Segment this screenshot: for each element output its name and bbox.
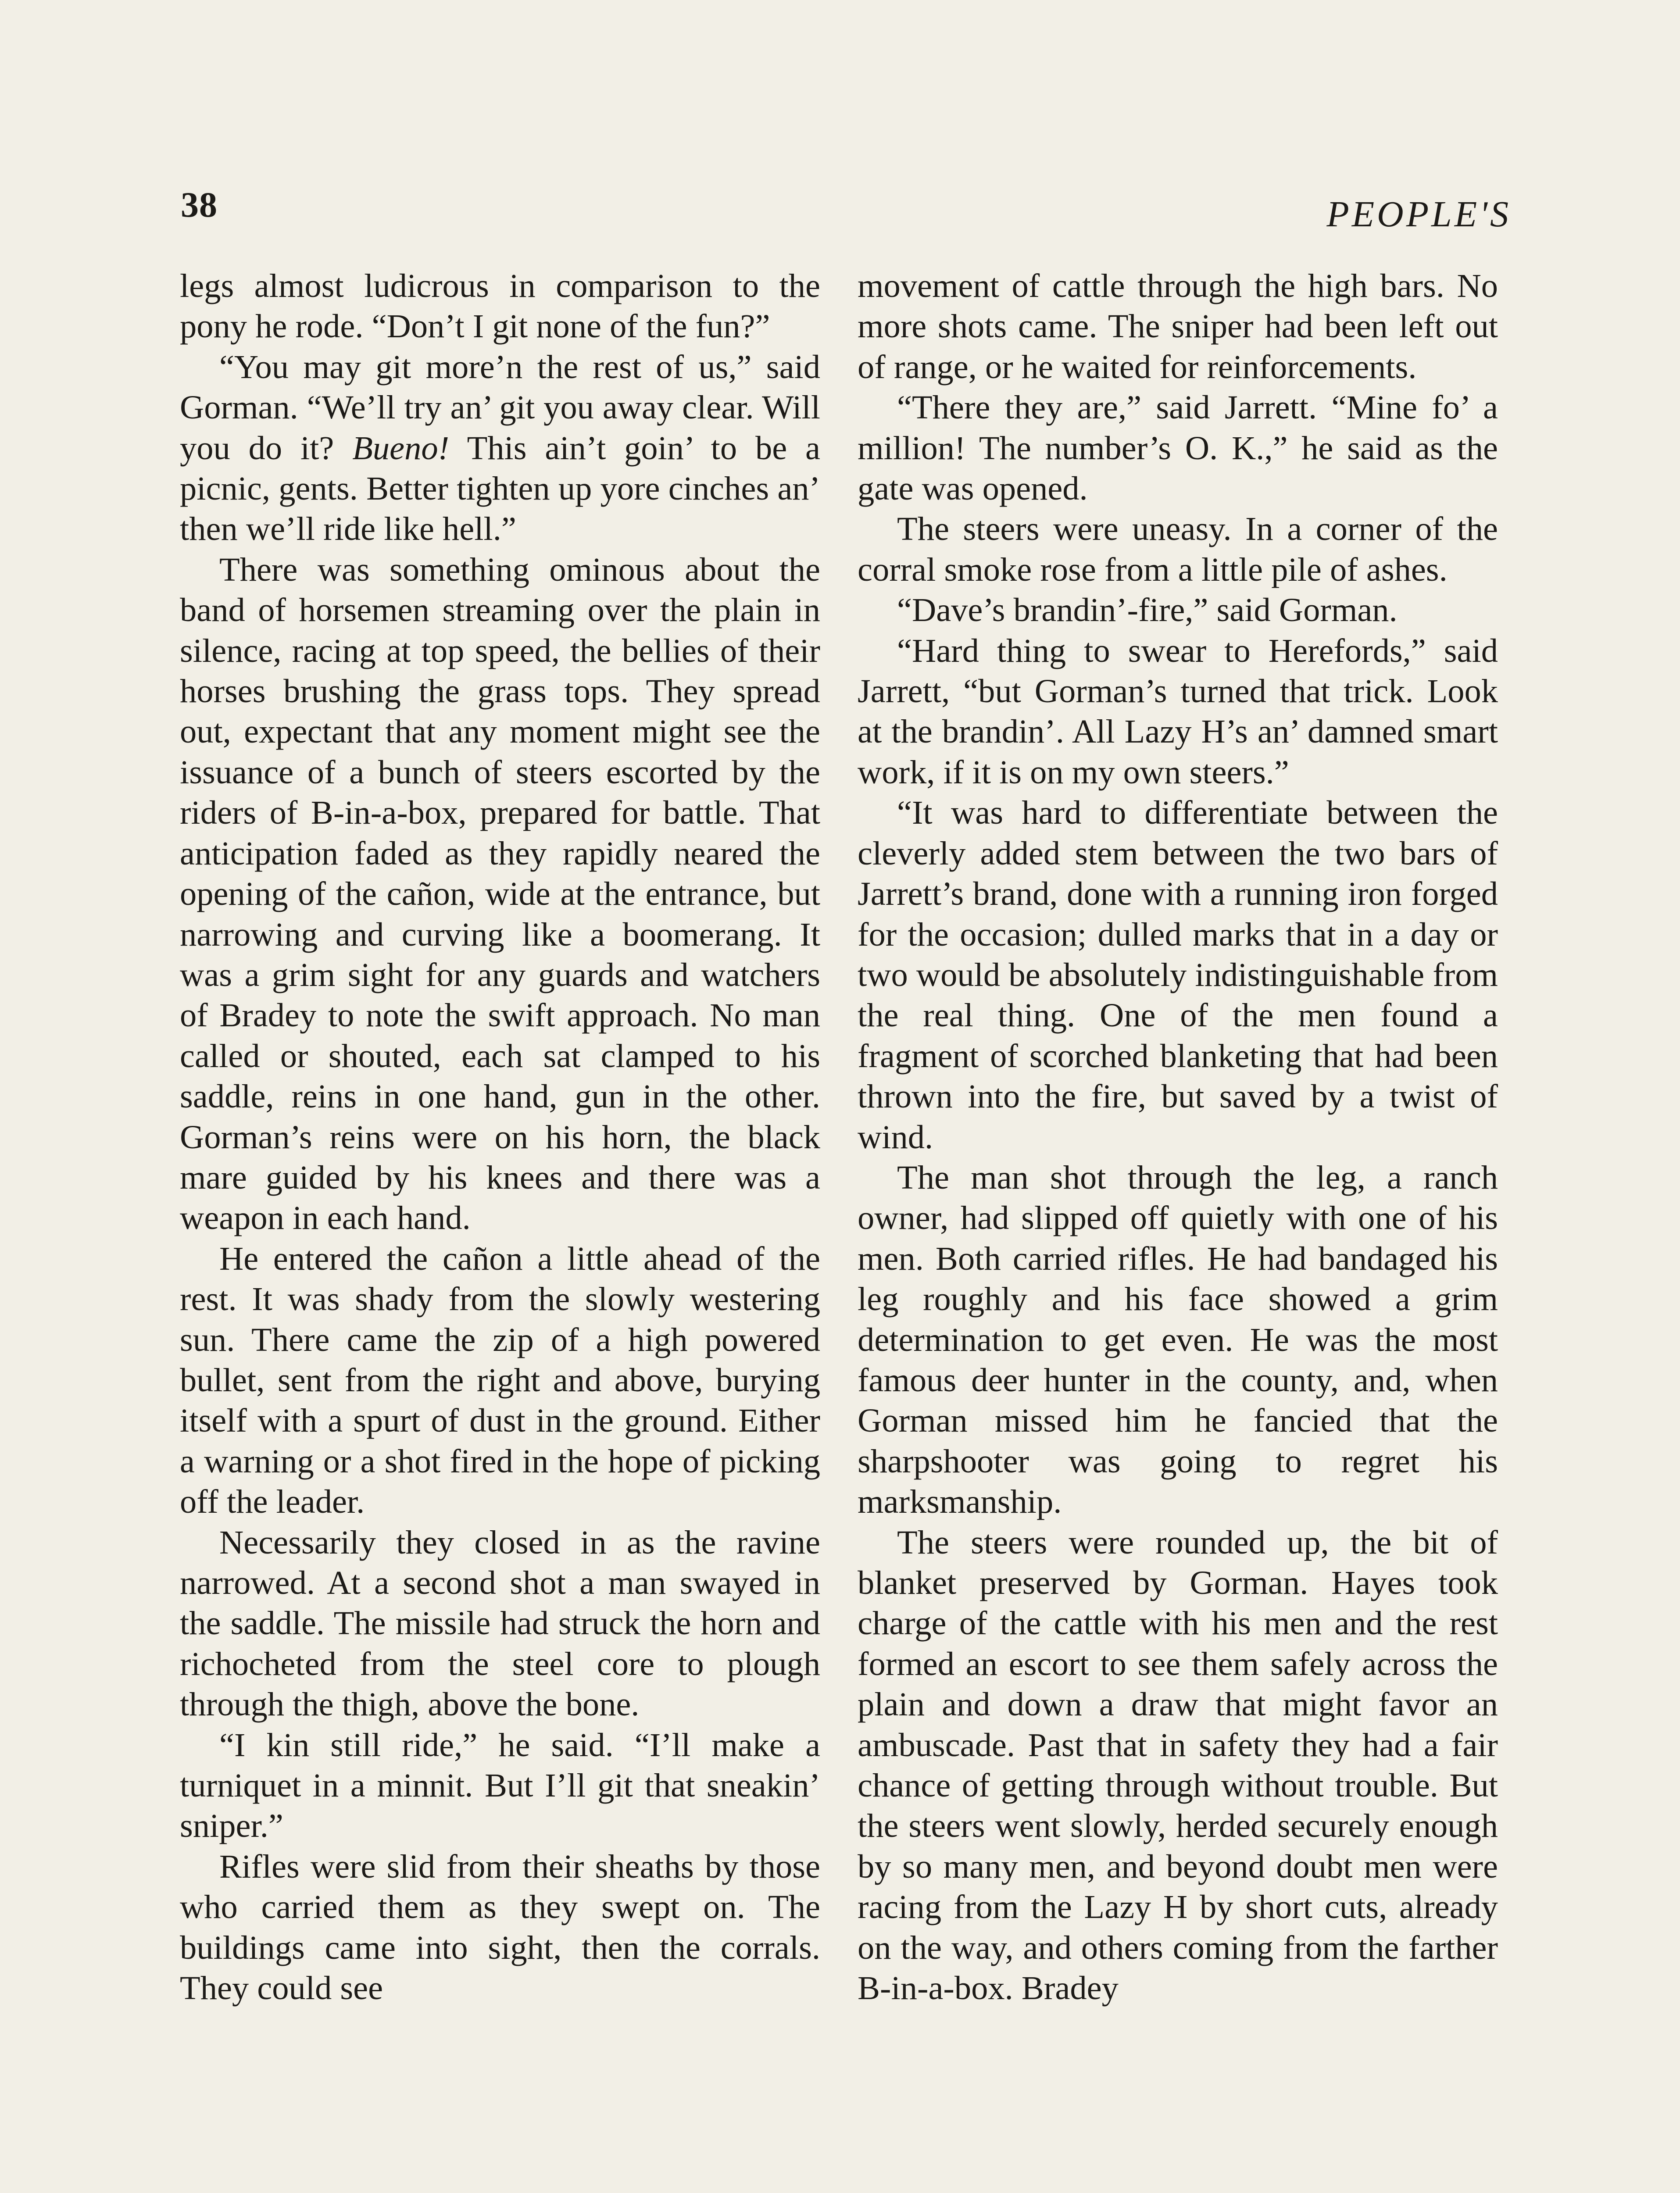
paragraph xyxy=(858,266,1498,387)
paragraph-text: movement of cattle through the high bars. No more shots came. The sniper had been left out of range, or he waited for reinforcements. xyxy=(858,267,1498,386)
paragraph xyxy=(858,631,1498,793)
paragraph xyxy=(180,1847,820,2009)
paragraph-text: The steers were rounded up, the bit of blanket preserved by Gorman. Hayes took charge of the cattle with his men and the rest formed an escort to see them safely across the plain and down a draw that might favor an ambuscade. Past that in safety they had a fair chance of getting through without trouble. But the steers went slowly, herded securely enough by so many men, and beyond doubt men were racing from the Lazy H by short cuts, already on the way, and others coming from the farther B-in-a-box. Bradey xyxy=(858,1523,1498,2007)
text-column-right xyxy=(858,266,1498,2008)
paragraph-text: “I kin still ride,” he said. “I’ll make a turniquet in a minnit. But I’ll git that sneakin’ sniper.” xyxy=(180,1726,820,1845)
paragraph xyxy=(180,1725,820,1847)
paragraph xyxy=(858,1157,1498,1522)
paragraph-text: There was something ominous about the band of horsemen streaming over the plain in silence, racing at top speed, the bellies of their horses brushing the grass tops. They spread out, expectant that any moment might see the issuance of a bunch of steers escorted by the riders of B-in-a-box, prepared for battle. That anticipation faded as they rapidly neared the opening of the cañon, wide at the entrance, but narrowing and curving like a boomerang. It was a grim sight for any guards and watchers of Bradey to note the swift approach. No man called or shouted, each sat clamped to his saddle, reins in one hand, gun in the other. Gorman’s reins were on his horn, the black mare guided by his knees and there was a weapon in each hand. xyxy=(180,550,820,1237)
paragraph-text: legs almost ludicrous in comparison to the pony he rode. “Don’t I git none of the fun?” xyxy=(180,267,820,345)
paragraph-text: Rifles were slid from their sheaths by those who carried them as they swept on. The buildings came into sight, then the corrals. They could see xyxy=(180,1847,820,2007)
paragraph-text: The steers were uneasy. In a corner of the corral smoke rose from a little pile of ashes. xyxy=(858,510,1498,588)
paragraph xyxy=(858,793,1498,1157)
paragraph-text: Necessarily they closed in as the ravine narrowed. At a second shot a man swayed in the saddle. The missile had struck the horn and richocheted from the steel core to plough through the thigh, above the bone. xyxy=(180,1523,820,1723)
paragraph-text: The man shot through the leg, a ranch owner, had slipped off quietly with one of his men. Both carried rifles. He had bandaged his leg roughly and his face showed a grim determination to get even. He was the most famous deer hunter in the county, and, when Gorman missed him he fancied that the sharpshooter was going to regret his marksmanship. xyxy=(858,1158,1498,1521)
paragraph-text: “It was hard to differentiate between the cleverly added stem between the two bars of Jarrett’s brand, done with a running iron forged for the occasion; dulled marks that in a day or two would be absolutely indistinguishable from the real thing. One of the men found a fragment of scorched blanketing that had been thrown into the fire, but saved by a twist of wind. xyxy=(858,794,1498,1156)
page-number: 38 xyxy=(181,185,218,225)
paragraph-text: “Hard thing to swear to Herefords,” said Jarrett, “but Gorman’s turned that trick. Look at the brandin’. All Lazy H’s an’ damned smart work, if it is on my own steers.” xyxy=(858,632,1498,791)
paragraph xyxy=(858,509,1498,590)
italic-text: Bueno! xyxy=(352,429,450,467)
paragraph xyxy=(180,1239,820,1522)
paragraph xyxy=(180,347,820,550)
paragraph-text: “Dave’s brandin’-fire,” said Gorman. xyxy=(897,591,1398,629)
paragraph xyxy=(180,1522,820,1725)
paragraph xyxy=(858,590,1498,630)
paragraph xyxy=(180,266,820,347)
paragraph-text: “There they are,” said Jarrett. “Mine fo’ a million! The number’s O. K.,” he said as the gate was opened. xyxy=(858,389,1498,507)
running-head: PEOPLE'S xyxy=(1326,194,1511,235)
paragraph-text: He entered the cañon a little ahead of the rest. It was shady from the slowly westering sun. There came the zip of a high powered bullet, sent from the right and above, burying itself with a spurt of dust in the ground. Either a warning or a shot fired in the hope of picking off the leader. xyxy=(180,1239,820,1521)
paragraph xyxy=(858,1522,1498,2009)
paragraph-text: “You may git more’n the rest of us,” said Gorman. “We’ll try an’ git you away clear. Will you do it? xyxy=(180,348,820,467)
paragraph xyxy=(858,387,1498,509)
paragraph xyxy=(180,550,820,1239)
text-column-left xyxy=(180,266,820,2008)
paragraph-text: This ain’t goin’ to be a picnic, gents. Better tighten up yore cinches an’ then we’ll ride like hell.” xyxy=(180,429,820,548)
